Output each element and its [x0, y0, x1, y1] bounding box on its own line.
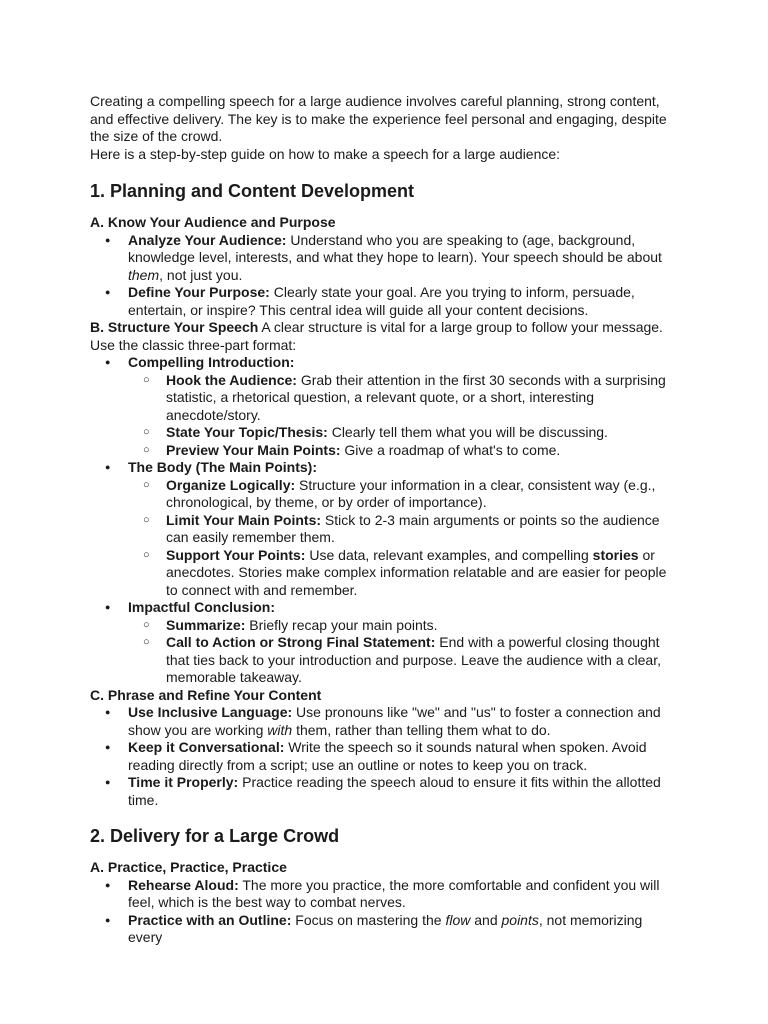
sublist-item [128, 424, 680, 442]
item-label: Keep it Conversational: [128, 739, 285, 755]
list-item [90, 599, 680, 687]
item-emphasis: flow [445, 911, 471, 928]
sublist-item [128, 442, 680, 460]
item-label: Use Inclusive Language: [128, 704, 293, 720]
item-label: Compelling Introduction: [128, 354, 295, 370]
intro-guide-line: Here is a step-by-step guide on how to make a speech for a large audience: [90, 145, 561, 162]
list-item [90, 284, 680, 319]
list-item [90, 774, 680, 809]
sublist-item [128, 617, 680, 635]
list-item [90, 704, 680, 739]
item-emphasis: points [501, 911, 539, 928]
document-content [90, 93, 680, 947]
list-item [90, 232, 680, 285]
item-label: Hook the Audience: [166, 371, 297, 388]
item-text: them, rather than telling them what to do. [292, 721, 551, 738]
subsection-2a-list [90, 877, 680, 947]
item-text: Use pronouns like "we" and "us" to foster a connection and show you are working [128, 704, 661, 738]
item-text: End with a powerful closing thought that ties back to your introduction and purpose. Leave the audience with a clear, memorable takeaway. [166, 634, 661, 685]
item-text: Use data, relevant examples, and compelling [305, 546, 593, 563]
list-item [90, 459, 680, 599]
item-label: State Your Topic/Thesis: [166, 424, 328, 440]
item-text: , not just you. [159, 266, 243, 283]
item-bold-word: stories [592, 546, 639, 563]
sublist-item [128, 547, 680, 600]
body-sublist [90, 477, 680, 600]
sublist-item [128, 477, 680, 512]
sublist-item [128, 512, 680, 547]
subsection-1b-text: A clear structure is vital for a large group to follow your message. Use the classic three-part format: [90, 319, 663, 353]
subsection-2a-heading: A. Practice, Practice, Practice [90, 859, 287, 875]
item-label: Call to Action or Strong Final Statement: [166, 634, 436, 650]
item-text: Briefly recap your main points. [245, 616, 438, 633]
subsection-1c-list [90, 704, 680, 809]
list-item [90, 354, 680, 459]
item-label: Impactful Conclusion: [128, 599, 275, 615]
item-emphasis: them [128, 266, 160, 283]
item-text: Clearly tell them what you will be discussing. [327, 424, 608, 440]
item-label: Preview Your Main Points: [166, 441, 341, 458]
list-item [90, 877, 680, 912]
item-label: Rehearse Aloud: [128, 876, 239, 893]
sublist-item [128, 372, 680, 425]
section-1-title: 1. Planning and Content Development [90, 181, 415, 201]
subsection-1a-heading: A. Know Your Audience and Purpose [90, 214, 336, 230]
subsection-1b-list [90, 354, 680, 687]
item-label: Practice with an Outline: [128, 911, 292, 928]
item-text: Clearly state your goal. Are you trying to inform, persuade, entertain, or inspire? This central idea will guide all your content decisions. [128, 284, 635, 318]
list-item [90, 739, 680, 774]
item-text: Grab their attention in the first 30 seconds with a surprising statistic, a rhetorical question, a relevant quote, or a short, interesting anecdote/story. [166, 371, 666, 423]
subsection-1a-list [90, 232, 680, 320]
section-2-title: 2. Delivery for a Large Crowd [90, 826, 340, 846]
intro-paragraph: Creating a compelling speech for a large audience involves careful planning, strong content, and effective delivery. The key is to make the experience feel personal and engaging, despite the size of the crowd. [90, 93, 667, 144]
item-text: or anecdotes. Stories make complex information relatable and are easier for people to connect with and remember. [166, 546, 667, 598]
item-text: , not memorizing every [128, 911, 643, 945]
conclusion-sublist [90, 617, 680, 687]
item-text: Focus on mastering the [291, 911, 446, 928]
item-text: The more you practice, the more comfortable and confident you will feel, which is the best way to combat nerves. [128, 876, 660, 910]
item-label: Support Your Points: [166, 546, 306, 563]
item-label: Organize Logically: [166, 476, 296, 493]
item-label: Summarize: [166, 616, 246, 633]
item-text: Write the speech so it sounds natural when spoken. Avoid reading directly from a script; use an outline or notes to keep you on track. [128, 739, 647, 773]
item-label: Limit Your Main Points: [166, 511, 322, 528]
item-text: Structure your information in a clear, consistent way (e.g., chronological, by theme, or by order of importance). [166, 476, 656, 510]
sublist-item [128, 634, 680, 687]
item-label: The Body (The Main Points): [128, 459, 317, 475]
item-label: Define Your Purpose: [128, 284, 270, 300]
item-text: Understand who you are speaking to (age, background, knowledge level, interests, and what they hope to learn). Your speech should be about [128, 231, 662, 265]
item-text: and [470, 911, 502, 928]
item-text: Give a roadmap of what's to come. [340, 441, 561, 458]
item-label: Analyze Your Audience: [128, 231, 287, 248]
item-label: Time it Properly: [128, 774, 239, 790]
subsection-1c-heading: C. Phrase and Refine Your Content [90, 686, 322, 703]
item-emphasis: with [267, 721, 293, 738]
subsection-1b-paragraph [90, 319, 680, 354]
item-text: Practice reading the speech aloud to ensure it fits within the allotted time. [128, 774, 661, 808]
intro-sublist [90, 372, 680, 460]
item-text: Stick to 2-3 main arguments or points so the audience can easily remember them. [166, 511, 660, 545]
subsection-1b-heading: B. Structure Your Speech [90, 319, 259, 335]
list-item [90, 912, 680, 947]
